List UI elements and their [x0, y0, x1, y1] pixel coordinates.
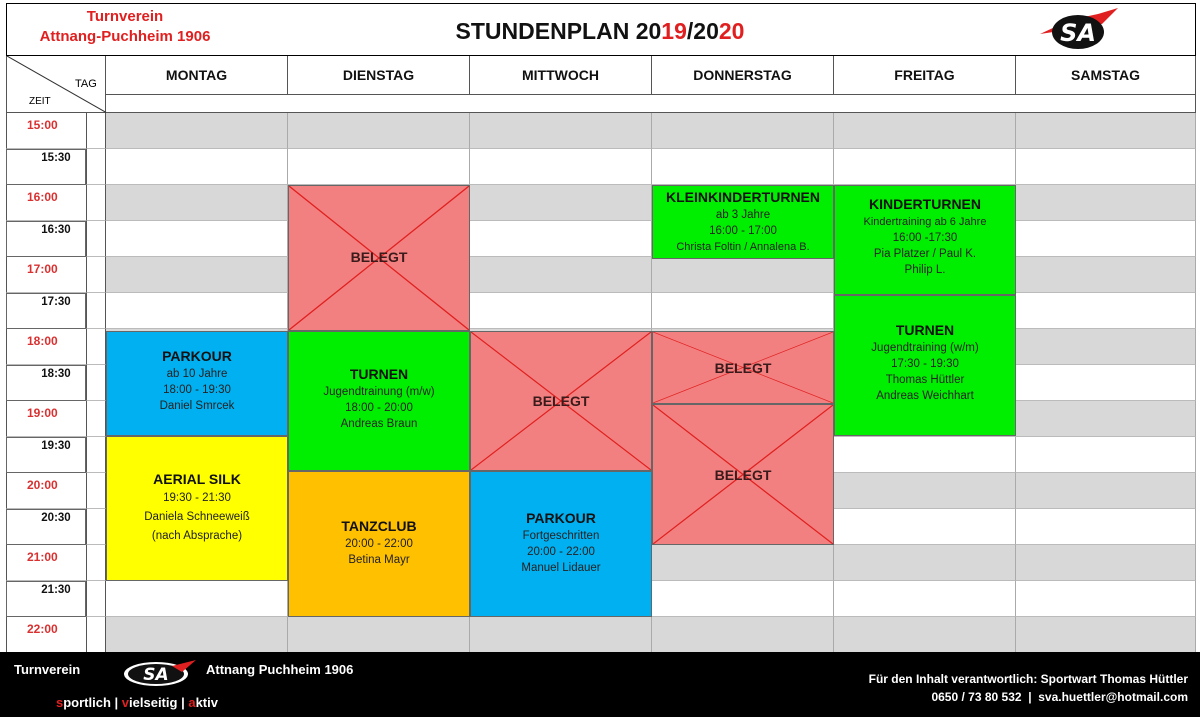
- block-time: 17:30 - 19:30: [891, 358, 959, 370]
- grid-cell[interactable]: [1016, 617, 1196, 653]
- block-trainer: Daniela Schneeweiß: [144, 511, 250, 523]
- time-label: 19:00: [6, 401, 86, 437]
- grid-cell[interactable]: [106, 113, 288, 149]
- block-trainer: Betina Mayr: [348, 554, 410, 566]
- time-label: 17:00: [6, 257, 86, 293]
- grid-cell[interactable]: [470, 617, 652, 653]
- time-label: 16:30: [6, 221, 86, 257]
- time-label: 19:30: [6, 437, 86, 473]
- grid-cell[interactable]: [470, 185, 652, 221]
- block-line: Fortgeschritten: [522, 530, 600, 542]
- block-title: TANZCLUB: [341, 518, 417, 534]
- narrow-column-cell: [86, 221, 106, 257]
- block-trainer: Pia Platzer / Paul K.: [873, 248, 977, 260]
- time-label: 16:00: [6, 185, 86, 221]
- narrow-column-cell: [86, 617, 106, 653]
- narrow-column-cell: [86, 437, 106, 473]
- block-dienstag-belegt[interactable]: [288, 185, 470, 331]
- logo-lettering: SA: [143, 665, 169, 685]
- grid-cell[interactable]: [834, 437, 1016, 473]
- grid-cell[interactable]: [1016, 437, 1196, 473]
- block-donnerstag-kleinkinderturnen[interactable]: [652, 185, 834, 259]
- block-trainer: Christa Foltin / Annalena B.: [676, 241, 810, 253]
- time-label: 20:00: [6, 473, 86, 509]
- grid-cell[interactable]: [1016, 509, 1196, 545]
- grid-cell[interactable]: [652, 617, 834, 653]
- block-donnerstag-belegt-2[interactable]: [652, 404, 834, 545]
- narrow-column-cell: [86, 293, 106, 329]
- day-header-montag: MONTAG: [106, 56, 288, 95]
- grid-cell[interactable]: [834, 509, 1016, 545]
- block-mittwoch-parkour[interactable]: [470, 471, 652, 617]
- grid-cell[interactable]: [652, 293, 834, 329]
- grid-cell[interactable]: [834, 473, 1016, 509]
- block-montag-parkour[interactable]: [106, 331, 288, 436]
- grid-cell[interactable]: [1016, 185, 1196, 221]
- grid-cell[interactable]: [834, 545, 1016, 581]
- narrow-column-cell: [86, 257, 106, 293]
- grid-cell[interactable]: [106, 581, 288, 617]
- grid-cell[interactable]: [288, 617, 470, 653]
- block-trainer: Andreas Braun: [340, 418, 418, 430]
- grid-cell[interactable]: [652, 113, 834, 149]
- narrow-column-cell: [86, 473, 106, 509]
- grid-cell[interactable]: [470, 149, 652, 185]
- block-montag-aerial-silk[interactable]: [106, 436, 288, 581]
- grid-cell[interactable]: [652, 149, 834, 185]
- footer-logo: [116, 658, 198, 688]
- day-header-donnerstag: DONNERSTAG: [652, 56, 834, 95]
- grid-cell[interactable]: [1016, 401, 1196, 437]
- narrow-column-cell: [86, 509, 106, 545]
- block-freitag-kinderturnen[interactable]: [834, 185, 1016, 295]
- club-name-line1: Turnverein: [86, 8, 164, 25]
- narrow-column-cell: [86, 545, 106, 581]
- day-header-mittwoch: MITTWOCH: [470, 56, 652, 95]
- grid-cell[interactable]: [106, 149, 288, 185]
- time-label: 22:00: [6, 617, 86, 653]
- belegt-label: BELEGT: [714, 467, 772, 483]
- footer-club-label: Turnverein: [14, 662, 81, 677]
- block-time: 16:00 -17:30: [892, 232, 958, 244]
- block-dienstag-tanzclub[interactable]: [288, 471, 470, 617]
- grid-cell[interactable]: [1016, 473, 1196, 509]
- grid-cell[interactable]: [1016, 545, 1196, 581]
- narrow-column-cell: [86, 365, 106, 401]
- footer-club-name: Attnang Puchheim 1906: [206, 662, 354, 677]
- grid-cell[interactable]: [834, 149, 1016, 185]
- block-time: 20:00 - 22:00: [527, 546, 595, 558]
- time-label: 15:30: [6, 149, 86, 185]
- grid-cell[interactable]: [652, 257, 834, 293]
- logo-lettering: SA: [1060, 19, 1096, 47]
- belegt-label: BELEGT: [532, 393, 590, 409]
- time-label: 18:00: [6, 329, 86, 365]
- block-note: (nach Absprache): [151, 530, 243, 542]
- grid-cell[interactable]: [470, 113, 652, 149]
- grid-cell[interactable]: [834, 113, 1016, 149]
- block-time: 19:30 - 21:30: [163, 492, 231, 504]
- block-time: 16:00 - 17:00: [709, 225, 777, 237]
- grid-cell[interactable]: [1016, 257, 1196, 293]
- block-line: ab 3 Jahre: [715, 209, 771, 221]
- time-label: 17:30: [6, 293, 86, 329]
- footer-email[interactable]: sva.huettler@hotmail.com: [1038, 690, 1188, 704]
- block-title: TURNEN: [349, 366, 409, 382]
- grid-cell[interactable]: [470, 257, 652, 293]
- grid-cell[interactable]: [106, 257, 288, 293]
- belegt-label: BELEGT: [714, 360, 772, 376]
- footer-responsible: Für den Inhalt verantwortlich: Sportwart Thomas Hüttler: [868, 672, 1188, 686]
- narrow-column-cell: [86, 401, 106, 437]
- time-label: 15:00: [6, 113, 86, 149]
- grid-cell[interactable]: [106, 185, 288, 221]
- day-header-freitag: FREITAG: [834, 56, 1016, 95]
- grid-cell[interactable]: [288, 149, 470, 185]
- block-title: TURNEN: [895, 322, 955, 338]
- time-label: 21:30: [6, 581, 86, 617]
- block-trainer-2: Philip L.: [904, 264, 946, 276]
- grid-cell[interactable]: [652, 581, 834, 617]
- narrow-column-cell: [86, 149, 106, 185]
- block-title: PARKOUR: [526, 510, 596, 526]
- grid-cell[interactable]: [834, 617, 1016, 653]
- footer-contact: Für den Inhalt verantwortlich: Sportwart Thomas Hüttler 0650 / 73 80 532 | sva.huettler@hotmail.com: [868, 672, 1188, 704]
- block-donnerstag-belegt-1[interactable]: [652, 331, 834, 404]
- narrow-column-cell: [86, 185, 106, 221]
- block-time: 18:00 - 20:00: [345, 402, 413, 414]
- day-header-samstag: SAMSTAG: [1016, 56, 1196, 95]
- grid-cell[interactable]: [1016, 581, 1196, 617]
- day-header-dienstag: DIENSTAG: [288, 56, 470, 95]
- block-mittwoch-belegt[interactable]: [470, 331, 652, 471]
- footer-phone: 0650 / 73 80 532: [931, 690, 1022, 704]
- subheader-row: [106, 95, 1196, 113]
- grid-cell[interactable]: [834, 581, 1016, 617]
- time-label: 20:30: [6, 509, 86, 545]
- footer-slogan: sportlich | vielseitig | aktiv: [56, 695, 218, 710]
- corner-tag-label: TAG: [75, 78, 97, 90]
- grid-cell[interactable]: [1016, 365, 1196, 401]
- block-line: Jugendtrainung (m/w): [323, 386, 435, 398]
- block-trainer-2: Andreas Weichhart: [876, 390, 974, 402]
- block-trainer: Manuel Lidauer: [521, 562, 601, 574]
- block-line: Kindertraining ab 6 Jahre: [863, 216, 987, 228]
- grid-cell[interactable]: [288, 113, 470, 149]
- block-trainer: Thomas Hüttler: [885, 374, 965, 386]
- narrow-column-cell: [86, 581, 106, 617]
- block-time: 20:00 - 22:00: [345, 538, 413, 550]
- block-title: KLEINKINDERTURNEN: [666, 189, 820, 205]
- narrow-column-cell: [86, 329, 106, 365]
- block-dienstag-turnen[interactable]: [288, 331, 470, 471]
- club-name-line2: Attnang-Puchheim 1906: [39, 28, 211, 45]
- club-logo: [1040, 6, 1120, 52]
- corner-zeit-label: ZEIT: [29, 96, 51, 107]
- grid-cell[interactable]: [106, 293, 288, 329]
- block-line: Jugendtraining (w/m): [871, 342, 979, 354]
- grid-cell[interactable]: [1016, 113, 1196, 149]
- page-title: STUNDENPLAN 2019/2020: [455, 18, 745, 44]
- block-freitag-turnen[interactable]: [834, 295, 1016, 436]
- grid-cell[interactable]: [1016, 329, 1196, 365]
- block-trainer: Daniel Smrcek: [159, 400, 235, 412]
- time-label: 18:30: [6, 365, 86, 401]
- grid-cell[interactable]: [106, 221, 288, 257]
- belegt-label: BELEGT: [350, 249, 408, 265]
- grid-cell[interactable]: [1016, 221, 1196, 257]
- grid-cell[interactable]: [1016, 149, 1196, 185]
- grid-cell[interactable]: [106, 617, 288, 653]
- block-time: 18:00 - 19:30: [163, 384, 231, 396]
- time-label: 21:00: [6, 545, 86, 581]
- footer-bar: [0, 652, 1200, 717]
- grid-cell[interactable]: [470, 221, 652, 257]
- narrow-column-cell: [86, 113, 106, 149]
- grid-cell[interactable]: [470, 293, 652, 329]
- grid-cell[interactable]: [1016, 293, 1196, 329]
- corner-cell: [6, 56, 106, 113]
- block-title: PARKOUR: [162, 348, 232, 364]
- block-title: KINDERTURNEN: [869, 196, 981, 212]
- grid-cell[interactable]: [652, 545, 834, 581]
- block-title: AERIAL SILK: [153, 471, 241, 487]
- block-line: ab 10 Jahre: [166, 368, 228, 380]
